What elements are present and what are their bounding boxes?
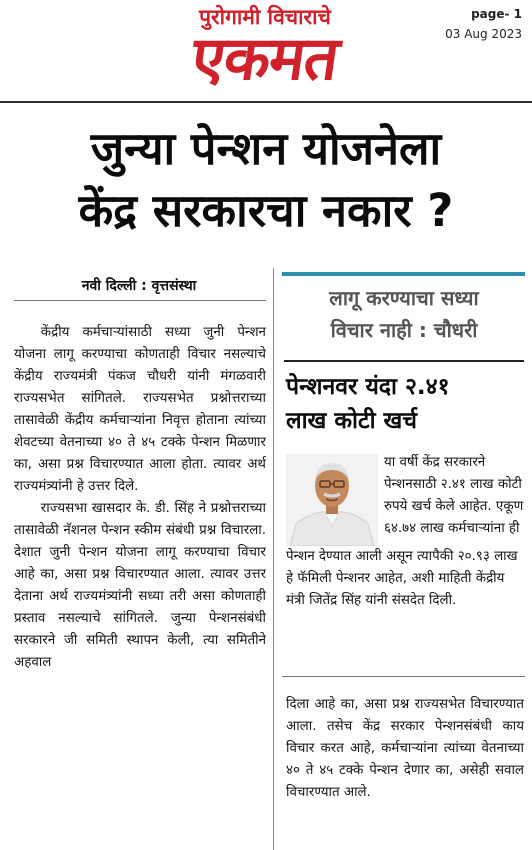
column-divider bbox=[273, 268, 274, 850]
box-text-beside-photo: या वर्षी केंद्र सरकारने पेन्शनसाठी २.४१ लाख कोटी रुपये खर्च केले आहेत. एकूण ६४.७४ लाख कर्मचाऱ्यांना ही bbox=[384, 455, 524, 536]
article-paragraph-2: राज्यसभा खासदार के. डी. सिंह ने प्रश्नोत्तराच्या तासावेळी नॅशनल पेन्शन स्कीम संबंधी प्रश्न विचारला. देशात जुनी पेन्शन योजना लागू करण्याचा विचार आहे का, असा प्रश्न विचारण्यात आला. त्यावर उत्तर देताना अर्थ राज्यमंत्र्यांनी सध्या तरी असा कोणताही प्रस्ताव नसल्याचे सांगितले. जुन्या पेन्शनसंबंधी सरकारने जी समिती स्थापन केली, त्या समितीने अहवाल bbox=[14, 501, 266, 670]
box-headline bbox=[286, 370, 522, 438]
article-body-continuation bbox=[286, 694, 524, 846]
article-paragraph-1: केंद्रीय कर्मचाऱ्यांसाठी सध्या जुनी पेन्शन योजना लागू करण्याचा कोणताही विचार नसल्याचे केंद्रीय राज्यमंत्री पंकज चौधरी यांनी मंगळवारी राज्यसभेत सांगितले. राज्यसभेत प्रश्नोत्तराच्या तासावेळी केंद्रीय कर्मचाऱ्यांना निवृत्त होताना त्यांच्या शेवटच्या वेतनाच्या ४० ते ४५ टक्के पेन्शन मिळणार का, असा प्रश्न विचारण्यात आला होता. त्यावर अर्थ राज्यमंत्र्यांनी हे उत्तर दिले. bbox=[14, 325, 266, 494]
dateline: नवी दिल्ली : वृत्तसंस्था bbox=[81, 278, 197, 294]
masthead bbox=[0, 0, 532, 100]
box-headline-line-1: पेन्शनवर यंदा २.४१ bbox=[286, 374, 450, 400]
article-continuation-paragraph: दिला आहे का, असा प्रश्न राज्यसभेत विचारण्यात आला. तसेच केंद्र सरकार पेन्शनसंबंधी काय विचार करत आहे, कर्मचाऱ्यांना त्यांच्या वेतनाच्या ४० ते ४५ टक्के पेन्शन देणार का, असेही सवाल विचारण्यात आले. bbox=[286, 697, 524, 800]
sub-headline-line-2: विचार नाही : चौधरी bbox=[330, 318, 478, 342]
sub-headline-divider bbox=[284, 360, 524, 362]
sub-headline bbox=[284, 282, 524, 346]
sidebar-accent-bar bbox=[282, 272, 525, 276]
box-text-below-photo: पेन्शन देण्यात आली असून त्यापैकी २०.९३ लाख हे फॅमिली पेन्शनर आहेत, अशी माहिती केंद्रीय मंत्री जितेंद्र सिंह यांनी संसदेत दिली. bbox=[286, 549, 518, 608]
sub-headline-line-1: लागू करण्याचा सध्या bbox=[329, 286, 479, 310]
minister-photo bbox=[286, 454, 378, 546]
masthead-divider bbox=[0, 101, 532, 103]
headline-line-1: जुन्या पेन्शन योजनेला bbox=[90, 122, 442, 175]
dateline-divider bbox=[14, 300, 266, 301]
main-headline bbox=[10, 118, 522, 242]
headline-line-2: केंद्र सरकारचा नकार ? bbox=[78, 184, 454, 237]
newspaper-logo: एकमत bbox=[187, 24, 343, 94]
article-body-left bbox=[14, 322, 266, 846]
page-number: page- 1 bbox=[471, 7, 522, 21]
portrait-image bbox=[286, 454, 378, 546]
edition-date: 03 Aug 2023 bbox=[445, 27, 522, 41]
box-headline-line-2: लाख कोटी खर्च bbox=[286, 408, 417, 434]
box-bottom-divider bbox=[282, 676, 525, 677]
masthead-tagline: पुरोगामी विचाराचे bbox=[199, 5, 331, 29]
